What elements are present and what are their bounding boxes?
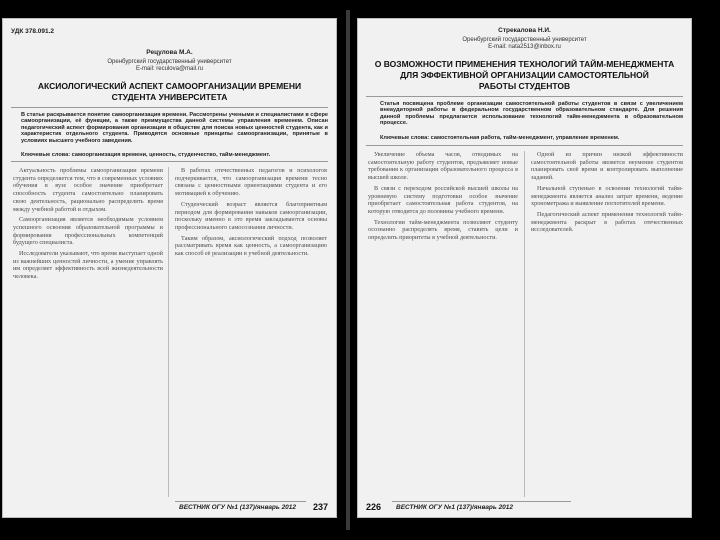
text-column-1 [13, 167, 163, 497]
column-separator [168, 167, 169, 497]
keywords: Ключевые слова: самоорганизация времени, ценность, студенчество, тайм-менеджмент. [21, 152, 271, 158]
text-column-1 [368, 151, 518, 497]
paragraph: Начальной ступенью в освоении технологий тайм-менеджмента является анализ затрат времени, ведение хронометража и выявление поглотителей времени. [531, 184, 683, 208]
page-number: 226 [366, 502, 382, 512]
paragraph: Педагогический аспект применения технологий тайм-менеджмента раскрыт в работах отечественных исследователей. [531, 210, 683, 234]
right-page [357, 18, 692, 518]
article-title-line: СТУДЕНТА УНИВЕРСИТЕТА [111, 92, 228, 102]
divider [11, 107, 328, 108]
abstract: Статья посвящена проблеме организации самостоятельной работы студентов в связи с увеличением внеаудиторной работы в федеральном государственном образовательном стандарте. Для решения данной проблемы предлагается использование технологий тайм-менеджмента в образовательном процессе. [380, 101, 683, 127]
abstract: В статье раскрывается понятие самоорганизация времени. Рассмотрены учеными и специалистами в сфере самоорганизации, её функции, а также преимущества данной системы управления временем. Описан педагогический аспект формирования организации в обществе для поиска новых ценностей студента, как и характеристик отдельного студента. Приводятся основные принципы самоорганизации, принятые в условиях высшего учебного заведения. [21, 112, 328, 144]
journal-footer: ВЕСТНИК ОГУ №1 (137)/январь 2012 [396, 504, 514, 511]
column-separator [524, 151, 525, 497]
email-line: E-mail: nata2513@inbox.ru [488, 44, 561, 50]
paragraph: Увеличение объема часов, отводимых на самостоятельную работу студентов, предъявляет новые требования к организации образовательного процесса в высшей школе. [368, 151, 518, 182]
paragraph: В работах отечественных педагогов и психологов подчеркивается, что самоорганизация времени тесно связана с ценностными ориентациями студента и его мотивацией к обучению. [175, 167, 327, 198]
paragraph: Актуальность проблемы самоорганизации времени студента определяется тем, что в современных условиях обучения в вузе особое значение приобретает способность студента самостоятельно планировать свою деятельность, рационально распределять время между учебной работой и отдыхом. [13, 167, 163, 213]
divider [11, 161, 328, 162]
paragraph: В связи с переходом российской высшей школы на уровневую систему подготовки особое значение приобретает самостоятельная работа студентов, на которую отводится до половины учебного времени. [368, 184, 518, 215]
paragraph: Студенческий возраст является благоприятным периодом для формирования навыков самоорганизации, поскольку именно в это время закладываются основы профессионального самосознания личности. [175, 200, 327, 231]
paragraph: Исследователи указывают, что время выступает одной из важнейших ценностей личности, а умение управлять им определяет эффективность всей жизнедеятельности человека. [13, 250, 163, 281]
text-column-2 [175, 167, 327, 497]
article-title-line: ДЛЯ ЭФФЕКТИВНОЙ ОРГАНИЗАЦИИ САМОСТОЯТЕЛЬНОЙ [400, 70, 649, 80]
udk-code: УДК 378.091.2 [11, 28, 55, 35]
paragraph: Таким образом, аксиологический подход позволяет рассматривать время как ценность, а самоорганизацию как способ её реализации в учебной деятельности. [175, 234, 327, 258]
keywords: Ключевые слова: самостоятельная работа, тайм-менеджмент, управление временем. [380, 135, 620, 141]
page-number: 237 [312, 502, 328, 512]
book-spine [346, 10, 350, 530]
article-title-line: РАБОТЫ СТУДЕНТОВ [478, 81, 571, 91]
author-name: Рецулова М.А. [146, 49, 193, 56]
paragraph: Одной из причин низкой эффективности самостоятельной работы является неумение студентов планировать своё время и контролировать выполнение заданий. [531, 151, 683, 182]
text-column-2 [531, 151, 683, 497]
journal-footer: ВЕСТНИК ОГУ №1 (137)/январь 2012 [179, 504, 297, 511]
article-title-line: О ВОЗМОЖНОСТИ ПРИМЕНЕНИЯ ТЕХНОЛОГИЙ ТАЙМ-МЕНЕДЖМЕНТА [374, 59, 675, 69]
left-page [2, 18, 337, 518]
divider [366, 96, 683, 97]
paragraph: Технологии тайм-менеджмента позволяют студенту осознанно распределять время, ставить цели и определять приоритеты в учебной деятельности. [368, 218, 518, 242]
footer-rule [175, 501, 306, 502]
author-name: Стрекалова Н.И. [498, 27, 551, 34]
footer-rule [392, 501, 571, 502]
email-line: E-mail: reculova@mail.ru [135, 66, 204, 72]
paragraph: Самоорганизация является необходимым условием успешного освоения образовательной программы и формирования профессиональных компетенций будущего специалиста. [13, 216, 163, 247]
article-title-line: АКСИОЛОГИЧЕСКИЙ АСПЕКТ САМООРГАНИЗАЦИИ ВРЕМЕНИ [37, 81, 302, 91]
divider [366, 145, 683, 146]
affiliation-line: Оренбургский государственный университет [462, 37, 587, 43]
affiliation-line: Оренбургский государственный университет [107, 59, 232, 65]
